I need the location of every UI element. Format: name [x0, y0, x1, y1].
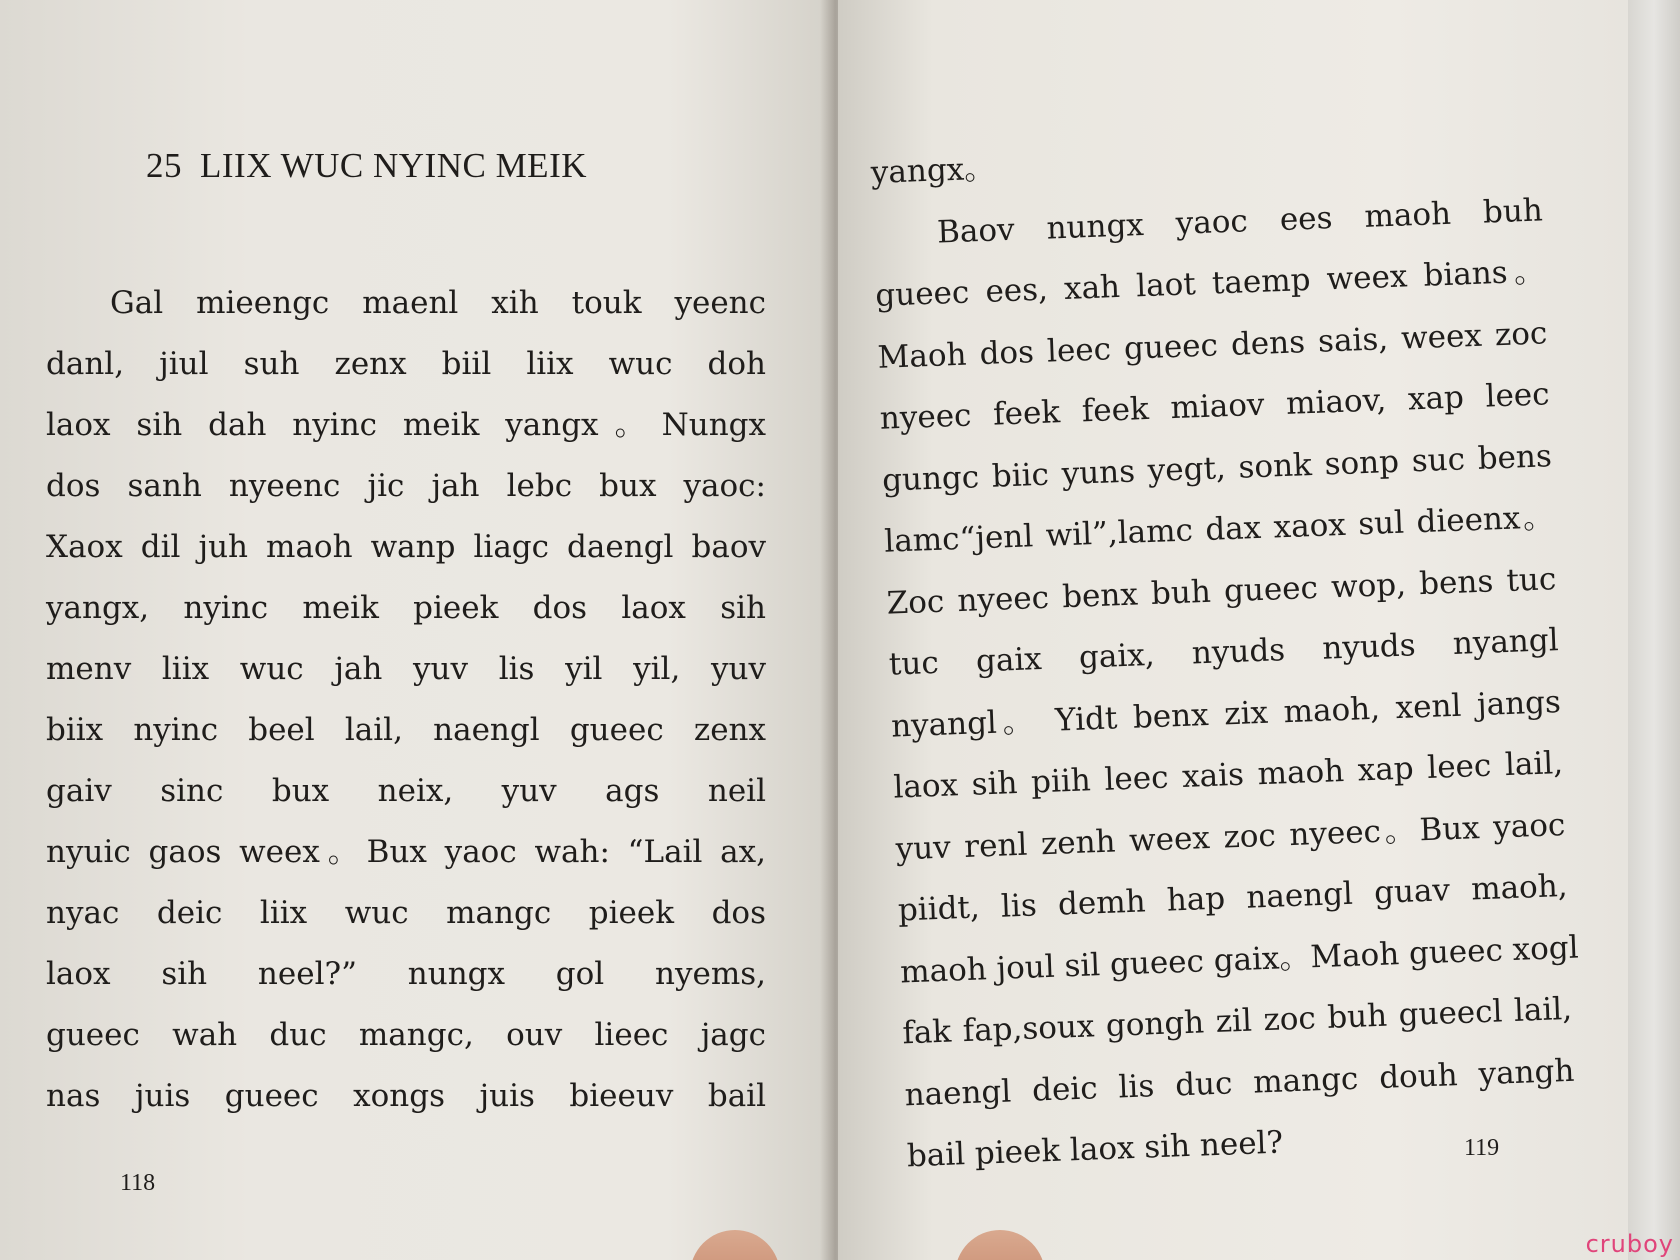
page-number-right: 119	[1464, 1135, 1500, 1161]
text-line: tuc gaix gaix, nyuds nyuds nyangl	[888, 622, 1560, 683]
text-line: biix nyinc beel lail, naengl gueec zenx	[46, 712, 766, 748]
text-line: nas juis gueec xongs juis bieeuv bail	[46, 1078, 766, 1114]
text-line: gueec wah duc mangc, ouv lieec jagc	[46, 1017, 766, 1053]
text-line: gungc biic yuns yegt, sonk sonp suc bens	[881, 437, 1553, 499]
left-page	[0, 0, 834, 1260]
text-line: nyuic gaos weex。Bux yaoc wah: “Lail ax,	[46, 834, 766, 870]
right-page	[838, 0, 1628, 1260]
chapter-heading	[146, 146, 587, 186]
text-line: gaiv sinc bux neix, yuv ags neil	[46, 773, 766, 809]
page-number-left: 118	[120, 1170, 156, 1196]
text-line: Baov nungx yaoc ees maoh buh	[936, 191, 1544, 251]
text-line: fak fap,soux gongh zil zoc buh gueecl lail,	[901, 990, 1573, 1052]
text-line: nyac deic liix wuc mangc pieek dos	[46, 895, 766, 931]
text-line: laox sih piih leec xais maoh xap leec lail,	[892, 745, 1564, 806]
chapter-number: 25	[146, 146, 182, 185]
text-line: maoh joul sil gueec gaix。Maoh gueec xogl	[899, 929, 1580, 990]
text-line: danl, jiul suh zenx biil liix wuc doh	[46, 346, 766, 382]
text-line: dos sanh nyeenc jic jah lebc bux yaoc:	[46, 468, 766, 504]
text-line: nyeec feek feek miaov miaov, xap leec	[879, 376, 1551, 437]
chapter-title: LIIX WUC NYINC MEIK	[200, 146, 587, 185]
text-line: laox sih dah nyinc meik yangx。Nungx	[46, 407, 766, 443]
book-cover-edge	[1628, 0, 1680, 1260]
text-line: naengl deic lis duc mangc douh yangh	[904, 1052, 1575, 1113]
text-line: Gal mieengc maenl xih touk yeenc	[110, 285, 766, 321]
left-page-text	[46, 278, 766, 1132]
text-line: menv liix wuc jah yuv lis yil yil, yuv	[46, 651, 766, 687]
watermark: cruboy	[1585, 1230, 1674, 1258]
text-line: nyangl。 Yidt benx zix maoh, xenl jangs	[890, 683, 1562, 745]
text-line: Xaox dil juh maoh wanp liagc daengl baov	[46, 529, 766, 565]
text-line: lamc“jenl wil”,lamc dax xaox sul dieenx。	[883, 499, 1555, 560]
right-page-text	[870, 123, 1578, 1192]
text-line: Zoc nyeec benx buh gueec wop, bens tuc	[886, 560, 1557, 622]
text-line: piidt, lis demh hap naengl guav maoh,	[897, 867, 1569, 929]
text-line: gueec ees, xah laot taemp weex bians。	[874, 253, 1546, 314]
text-line: yuv renl zenh weex zoc nyeec。Bux yaoc	[895, 806, 1566, 868]
text-line: yangx。	[870, 150, 996, 191]
text-line: bail pieek laox sih neel?	[906, 1124, 1284, 1175]
text-line: yangx, nyinc meik pieek dos laox sih	[46, 590, 766, 626]
text-line: laox sih neel?” nungx gol nyems,	[46, 956, 766, 992]
text-line: Maoh dos leec gueec dens sais, weex zoc	[877, 314, 1548, 376]
